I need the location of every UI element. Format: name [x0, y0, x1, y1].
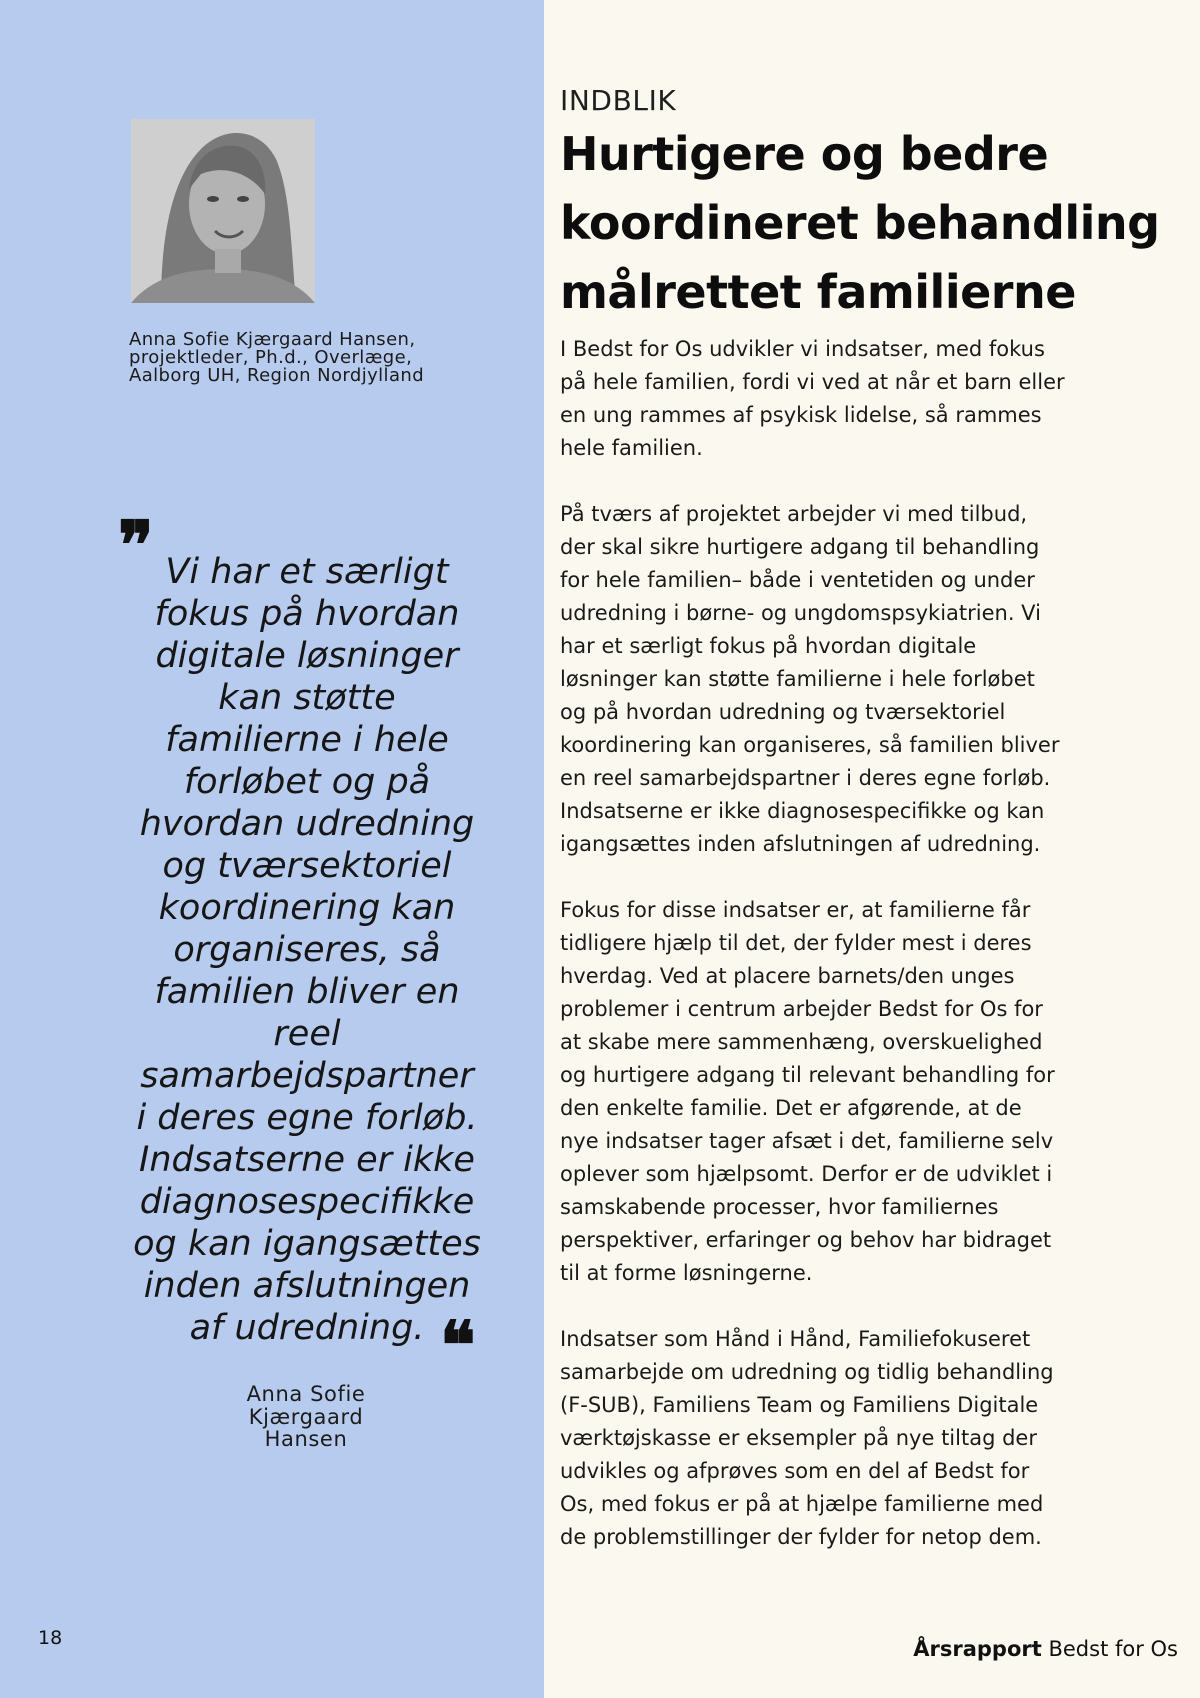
- body-line: (F-SUB), Familiens Team og Familiens Digitale: [560, 1393, 1039, 1417]
- page-number: 18: [38, 1627, 63, 1649]
- body-line: en reel samarbejdspartner i deres egne forløb.: [560, 766, 1051, 790]
- caption-line: Anna Sofie Kjærgaard Hansen,: [129, 329, 416, 350]
- quote-open-mark-icon: ❞: [118, 506, 154, 584]
- body-line: Os, med fokus er på at hjælpe familierne med: [560, 1492, 1044, 1516]
- quote-author: [206, 1383, 406, 1451]
- body-line: igangsættes inden afslutningen af udredning.: [560, 832, 1041, 856]
- quote-line: Vi har et særligt: [165, 552, 449, 592]
- footer-bold: Årsrapport: [913, 1637, 1042, 1661]
- body-line: Fokus for disse indsatser er, at familierne får: [560, 898, 1031, 922]
- body-line: hele familien.: [560, 436, 703, 460]
- paragraph: [560, 894, 1180, 1290]
- caption-line: Aalborg UH, Region Nordjylland: [129, 365, 425, 386]
- body-line: Indsatser som Hånd i Hånd, Familiefokuseret: [560, 1327, 1031, 1351]
- title-line: målrettet familierne: [560, 265, 1076, 319]
- footer-rest: Bedst for Os: [1041, 1637, 1178, 1661]
- body-line: værktøjskasse er eksempler på nye tiltag der: [560, 1426, 1037, 1450]
- body-line: de problemstillinger der fylder for netop dem.: [560, 1525, 1042, 1549]
- quote-line: af udredning.: [189, 1308, 425, 1348]
- quote-line: fokus på hvordan: [154, 594, 460, 634]
- quote-line: reel: [273, 1014, 341, 1054]
- article-title: [560, 120, 1160, 327]
- author-line: Kjærgaard: [248, 1404, 364, 1429]
- quote-line: i deres egne forløb.: [136, 1098, 478, 1138]
- body-line: løsninger kan støtte familierne i hele forløbet: [560, 667, 1035, 691]
- quote-line: koordinering kan: [158, 888, 456, 928]
- body-line: hverdag. Ved at placere barnets/den unges: [560, 964, 1015, 988]
- body-line: udredning i børne- og ungdomspsykiatrien. Vi: [560, 601, 1041, 625]
- title-line: Hurtigere og bedre: [560, 127, 1049, 181]
- paragraph: [560, 1323, 1180, 1554]
- quote-line: inden afslutningen: [143, 1266, 471, 1306]
- quote-line: kan støtte: [218, 678, 396, 718]
- quote-line: familierne i hele: [165, 720, 449, 760]
- body-line: den enkelte familie. Det er afgørende, at de: [560, 1096, 1022, 1120]
- paragraph: [560, 333, 1180, 465]
- body-line: til at forme løsningerne.: [560, 1261, 813, 1285]
- body-line: nye indsatser tager afsæt i det, familierne selv: [560, 1129, 1054, 1153]
- body-line: for hele familien– både i ventetiden og under: [560, 568, 1035, 592]
- body-line: på hele familien, fordi vi ved at når et barn eller: [560, 370, 1065, 394]
- pull-quote: [122, 551, 492, 1349]
- body-line: problemer i centrum arbejder Bedst for Os for: [560, 997, 1043, 1021]
- quote-line: og kan igangsættes: [133, 1224, 481, 1264]
- portrait-photo: [131, 119, 315, 303]
- body-line: at skabe mere sammenhæng, overskuelighed: [560, 1030, 1043, 1054]
- quote-line: samarbejdspartner: [140, 1056, 474, 1096]
- body-line: oplever som hjælpsomt. Derfor er de udviklet i: [560, 1162, 1053, 1186]
- quote-line: Indsatserne er ikke: [139, 1140, 475, 1180]
- body-line: samskabende processer, hvor familiernes: [560, 1195, 999, 1219]
- quote-line: diagnosespecifikke: [139, 1182, 475, 1222]
- title-line: koordineret behandling: [560, 196, 1160, 250]
- body-line: samarbejde om udredning og tidlig behandling: [560, 1360, 1054, 1384]
- quote-line: organiseres, så: [173, 930, 441, 970]
- portrait-caption: [129, 331, 459, 385]
- body-line: udvikles og afprøves som en del af Bedst for: [560, 1459, 1030, 1483]
- quote-line: digitale løsninger: [155, 636, 459, 676]
- quote-line: familien bliver en: [154, 972, 460, 1012]
- author-line: Hansen: [264, 1427, 348, 1451]
- body-line: har et særligt fokus på hvordan digitale: [560, 634, 977, 658]
- body-line: en ung rammes af psykisk lidelse, så rammes: [560, 403, 1042, 427]
- body-line: og hurtigere adgang til relevant behandling for: [560, 1063, 1055, 1087]
- body-line: På tværs af projektet arbejder vi med tilbud,: [560, 502, 1028, 526]
- section-kicker: INDBLIK: [560, 84, 677, 117]
- body-line: perspektiver, erfaringer og behov har bidraget: [560, 1228, 1052, 1252]
- body-line: der skal sikre hurtigere adgang til behandling: [560, 535, 1040, 559]
- body-line: Indsatserne er ikke diagnosespecifikke og kan: [560, 799, 1045, 823]
- footer-title: [913, 1637, 1178, 1661]
- article-body: [560, 333, 1180, 1587]
- quote-line: forløbet og på: [183, 762, 431, 802]
- caption-line: projektleder, Ph.d., Overlæge,: [129, 347, 413, 368]
- body-line: koordinering kan organiseres, så familien bliver: [560, 733, 1060, 757]
- body-line: I Bedst for Os udvikler vi indsatser, med fokus: [560, 337, 1045, 361]
- body-line: og på hvordan udredning og tværsektoriel: [560, 700, 1006, 724]
- quote-line: hvordan udredning: [139, 804, 475, 844]
- quote-line: og tværsektoriel: [162, 846, 452, 886]
- quote-close-mark-icon: ❝: [440, 1306, 476, 1384]
- body-line: tidligere hjælp til det, der fylder mest i deres: [560, 931, 1032, 955]
- left-panel: [0, 0, 544, 1698]
- paragraph: [560, 498, 1180, 861]
- author-line: Anna Sofie: [246, 1382, 366, 1406]
